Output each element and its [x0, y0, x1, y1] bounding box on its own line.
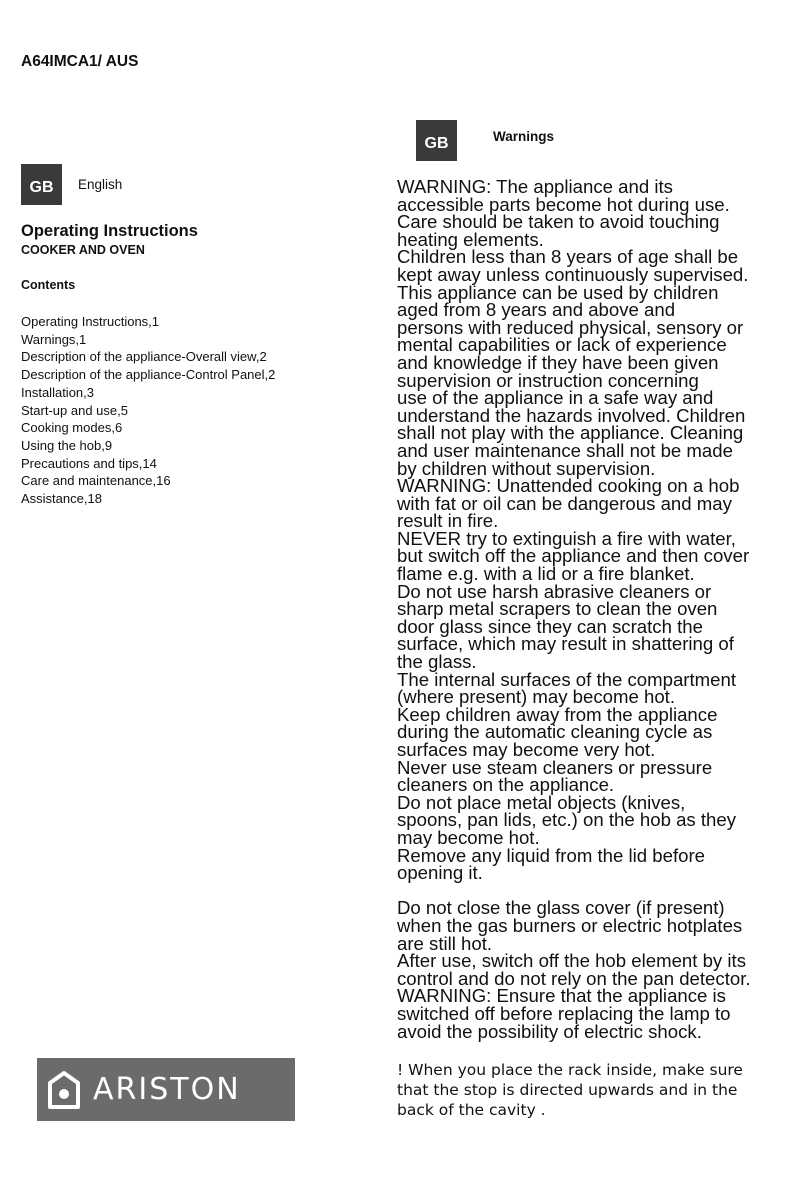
ariston-logo [37, 1058, 295, 1121]
warning-line: After use, switch off the hob element by its [397, 950, 746, 972]
warning-line: by children without supervision. [397, 457, 656, 479]
document-title: Operating Instructions [21, 222, 198, 240]
warning-line: Children less than 8 years of age shall be [397, 246, 739, 268]
warning-line: (where present) may become hot. [397, 686, 675, 708]
toc-item: Care and maintenance,16 [21, 473, 171, 489]
warning-line: the glass. [397, 651, 477, 673]
warning-line: flame e.g. with a lid or a fire blanket. [397, 563, 695, 585]
warning-line: when the gas burners or electric hotplates [397, 914, 743, 936]
toc-item: Cooking modes,6 [21, 420, 123, 436]
warning-line: sharp metal scrapers to clean the oven [397, 598, 718, 620]
warning-line: Keep children away from the appliance [397, 703, 718, 725]
note-line: that the stop is directed upwards and in the [397, 1081, 738, 1099]
warning-line: and user maintenance shall not be made [397, 439, 733, 461]
warning-line: Do not close the glass cover (if present) [397, 897, 725, 919]
warning-line: Do not place metal objects (knives, [397, 791, 686, 813]
language-label: English [78, 177, 123, 192]
warning-line: cleaners on the appliance. [397, 774, 615, 796]
warning-line: use of the appliance in a safe way and [397, 387, 714, 409]
warning-line: result in fire. [397, 510, 499, 532]
warning-line: kept away unless continuously supervised. [397, 263, 749, 285]
warning-line: This appliance can be used by children [397, 281, 719, 303]
warning-line: The internal surfaces of the compartment [397, 668, 736, 690]
warning-line: control and do not rely on the pan detector. [397, 967, 751, 989]
ariston-house-icon [47, 1070, 81, 1110]
warnings-heading: Warnings [493, 129, 555, 144]
note-line: ! When you place the rack inside, make sure [397, 1061, 743, 1079]
warning-line: accessible parts become hot during use. [397, 193, 730, 215]
warning-line: surfaces may become very hot. [397, 739, 656, 760]
warning-line: supervision or instruction concerning [397, 369, 699, 391]
warning-line: with fat or oil can be dangerous and may [397, 492, 732, 514]
warning-line: may become hot. [397, 826, 540, 848]
logo-wordmark: ARISTON [93, 1072, 241, 1107]
warning-line: surface, which may result in shattering of [397, 633, 734, 655]
warning-line: door glass since they can scratch the [397, 615, 703, 637]
warning-line: WARNING: The appliance and its [397, 176, 673, 197]
toc-item: Start-up and use,5 [21, 402, 128, 418]
note-line: back of the cavity . [397, 1101, 546, 1119]
document-subtitle: COOKER AND OVEN [21, 243, 145, 257]
warning-line: avoid the possibility of electric shock. [397, 1020, 702, 1042]
warning-line: understand the hazards involved. Children [397, 404, 746, 426]
warning-line: Remove any liquid from the lid before [397, 844, 705, 866]
toc-item: Description of the appliance-Control Panel,2 [21, 367, 276, 383]
warning-line: Do not use harsh abrasive cleaners or [397, 580, 712, 602]
rack-note [397, 1060, 797, 1120]
warning-line: spoons, pan lids, etc.) on the hob as they [397, 809, 737, 831]
warning-line: WARNING: Unattended cooking on a hob [397, 475, 740, 497]
warning-line: opening it. [397, 862, 483, 884]
warning-line: aged from 8 years and above and [397, 299, 676, 321]
table-of-contents [21, 313, 275, 508]
language-badge: GB [21, 164, 62, 205]
toc-item: Precautions and tips,14 [21, 455, 157, 471]
toc-item: Assistance,18 [21, 491, 102, 507]
warning-line: Care should be taken to avoid touching [397, 211, 720, 233]
warning-line: mental capabilities or lack of experience [397, 334, 727, 356]
model-number: A64IMCA1/ AUS [21, 53, 139, 70]
warning-line: heating elements. [397, 228, 544, 250]
warning-line: but switch off the appliance and then cover [397, 545, 750, 567]
warning-line: shall not play with the appliance. Cleaning [397, 422, 744, 444]
warning-line: WARNING: Ensure that the appliance is [397, 985, 726, 1007]
toc-item: Using the hob,9 [21, 437, 113, 453]
warning-line: and knowledge if they have been given [397, 351, 719, 373]
warning-line: switched off before replacing the lamp to [397, 1002, 731, 1024]
warning-line: NEVER try to extinguish a fire with water, [397, 527, 736, 549]
warnings-body [397, 178, 797, 1040]
warning-line: during the automatic cleaning cycle as [397, 721, 713, 743]
warning-line: persons with reduced physical, sensory or [397, 316, 744, 338]
warning-line: are still hot. [397, 932, 493, 954]
contents-heading: Contents [21, 278, 76, 292]
toc-item: Description of the appliance-Overall view,2 [21, 349, 267, 365]
warnings-language-badge: GB [416, 120, 457, 161]
toc-item: Warnings,1 [21, 331, 87, 347]
toc-item: Operating Instructions,1 [21, 314, 160, 329]
warning-line: Never use steam cleaners or pressure [397, 756, 713, 778]
toc-item: Installation,3 [21, 384, 94, 400]
